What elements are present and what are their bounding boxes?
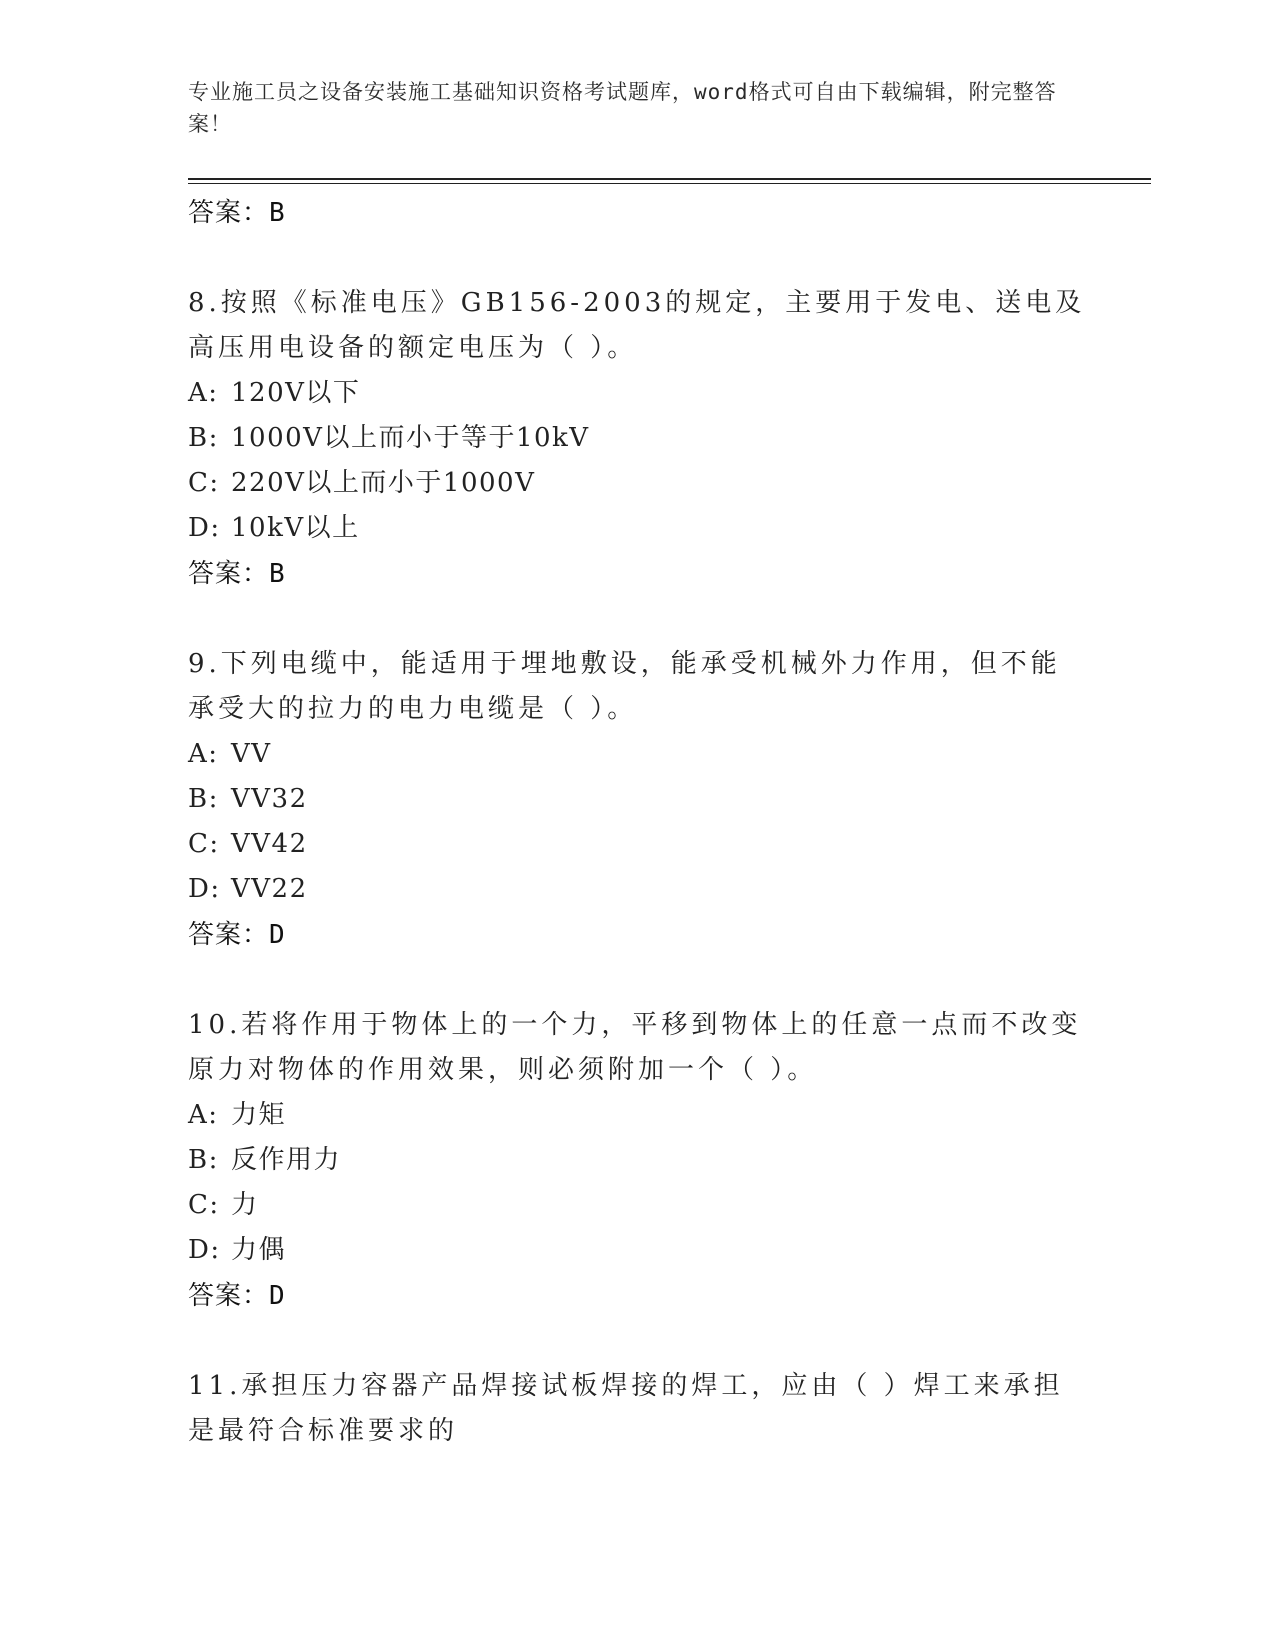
option-text: 10kV以上 xyxy=(231,513,360,543)
option-label: C: xyxy=(188,468,220,498)
option-text: VV42 xyxy=(231,829,308,859)
option-text: VV22 xyxy=(231,874,308,904)
option-label: A: xyxy=(188,739,219,769)
question-stem: 8.按照《标准电压》GB156-2003的规定，主要用于发电、送电及高压用电设备的额定电压为（ ）。 xyxy=(188,288,1086,363)
question-block xyxy=(188,1364,1088,1454)
answer-line: 答案：D xyxy=(188,920,286,950)
question-block xyxy=(188,281,1088,597)
option-c xyxy=(188,461,1088,506)
option-label: B: xyxy=(188,423,219,453)
option-text: 反作用力 xyxy=(231,1145,342,1175)
option-label: D: xyxy=(188,874,221,904)
question-stem: 10.若将作用于物体上的一个力，平移到物体上的任意一点而不改变原力对物体的作用效果，则必须附加一个（ ）。 xyxy=(188,1010,1082,1085)
option-a xyxy=(188,1093,1088,1138)
option-a xyxy=(188,371,1088,416)
option-label: D: xyxy=(188,513,221,543)
question-stem: 11.承担压力容器产品焊接试板焊接的焊工，应由（ ）焊工来承担是最符合标准要求的 xyxy=(188,1371,1064,1446)
option-text: VV xyxy=(231,739,272,769)
answer-line: 答案：B xyxy=(188,559,286,589)
spacer xyxy=(188,958,1088,1003)
question-list xyxy=(188,190,1088,1454)
option-d xyxy=(188,1228,1088,1273)
option-label: C: xyxy=(188,829,220,859)
option-c xyxy=(188,1183,1088,1228)
question-stem: 9.下列电缆中，能适用于埋地敷设，能承受机械外力作用，但不能承受大的拉力的电力电缆是（ ）。 xyxy=(188,649,1061,724)
option-text: 1000V以上而小于等于10kV xyxy=(231,423,590,453)
answer-line: 答案：D xyxy=(188,1281,286,1311)
question-block xyxy=(188,642,1088,958)
option-label: B: xyxy=(188,784,219,814)
spacer xyxy=(188,597,1088,642)
option-b xyxy=(188,777,1088,822)
answer-line: 答案：B xyxy=(188,198,286,228)
option-c xyxy=(188,822,1088,867)
option-text: VV32 xyxy=(231,784,308,814)
option-d xyxy=(188,506,1088,551)
option-label: A: xyxy=(188,1100,219,1130)
spacer xyxy=(188,236,1088,281)
document-header: 专业施工员之设备安装施工基础知识资格考试题库，word格式可自由下载编辑，附完整答案！ xyxy=(188,80,1057,136)
spacer xyxy=(188,1319,1088,1364)
option-text: 力 xyxy=(231,1190,259,1220)
option-b xyxy=(188,416,1088,461)
option-text: 力矩 xyxy=(231,1100,287,1130)
option-text: 力偶 xyxy=(231,1235,287,1265)
option-b xyxy=(188,1138,1088,1183)
option-d xyxy=(188,867,1088,912)
option-label: B: xyxy=(188,1145,219,1175)
option-label: A: xyxy=(188,378,219,408)
option-label: D: xyxy=(188,1235,221,1265)
option-text: 120V以下 xyxy=(231,378,361,408)
question-block xyxy=(188,1003,1088,1319)
header-divider-thick xyxy=(188,178,1151,180)
header-divider-thin xyxy=(188,183,1151,184)
option-text: 220V以上而小于1000V xyxy=(231,468,536,498)
option-a xyxy=(188,732,1088,777)
option-label: C: xyxy=(188,1190,220,1220)
